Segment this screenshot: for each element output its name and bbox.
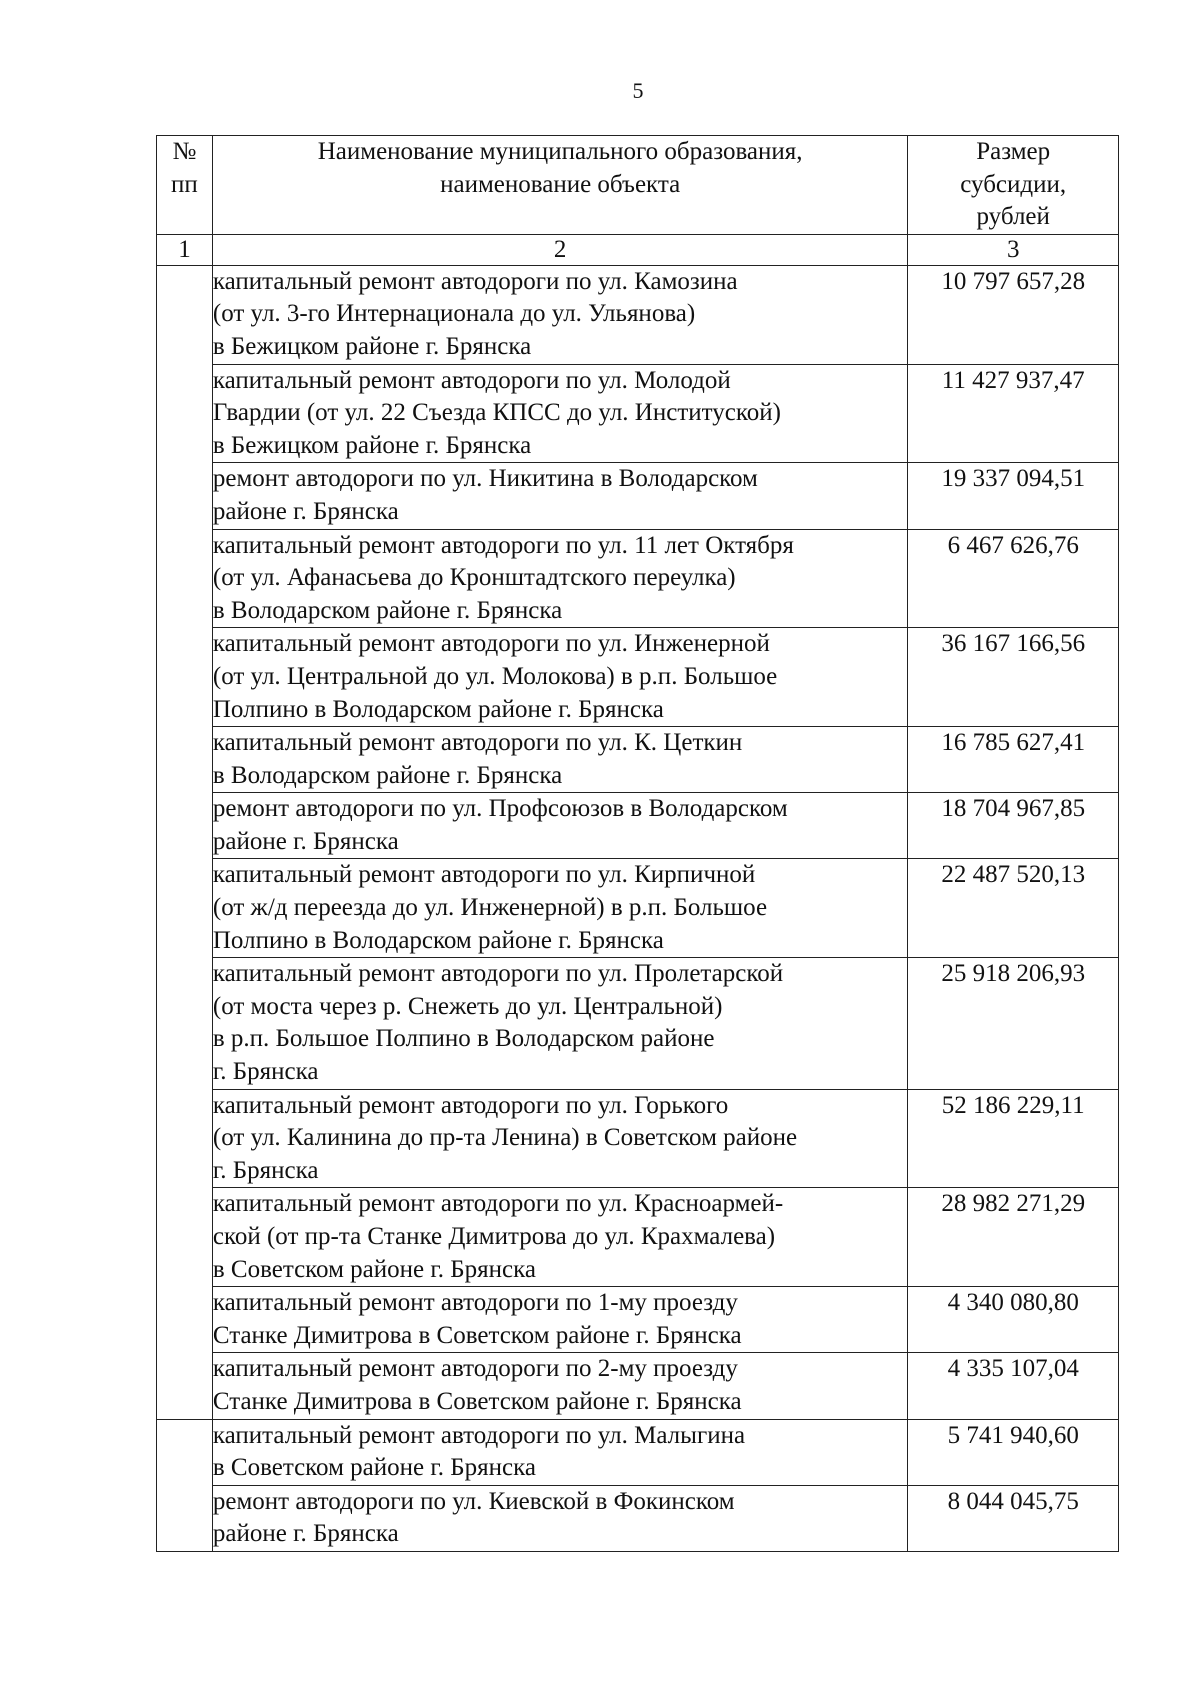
table-row bbox=[157, 463, 1119, 529]
object-name-line: капитальный ремонт автодороги по ул. К. Цеткин bbox=[212, 729, 743, 757]
object-name-line: (от ул. Калинина до пр-та Ленина) в Советском районе bbox=[212, 1124, 798, 1152]
table-row bbox=[157, 364, 1119, 463]
object-name-cell bbox=[212, 1089, 908, 1188]
object-name-cell bbox=[212, 1485, 908, 1551]
object-name-line: в Бежицком районе г. Брянска bbox=[212, 332, 532, 360]
subsidy-amount: 16 785 627,41 bbox=[908, 727, 1119, 793]
object-name-line: капитальный ремонт автодороги по ул. Камозина bbox=[212, 267, 738, 295]
object-name-line: капитальный ремонт автодороги по 2-му проезду bbox=[212, 1355, 738, 1383]
object-name-line: капитальный ремонт автодороги по ул. Инженерной bbox=[212, 630, 770, 658]
object-name-line: в Советском районе г. Брянска bbox=[212, 1454, 536, 1482]
object-name-line: г. Брянска bbox=[212, 1156, 319, 1184]
object-name-line: в Володарском районе г. Брянска bbox=[212, 596, 563, 624]
table-row bbox=[157, 1287, 1119, 1353]
object-name-line: Полпино в Володарском районе г. Брянска bbox=[212, 695, 664, 723]
subsidy-amount: 25 918 206,93 bbox=[908, 958, 1119, 1089]
object-name-cell bbox=[212, 1188, 908, 1287]
object-name-line: Полпино в Володарском районе г. Брянска bbox=[212, 926, 664, 954]
subsidy-amount: 28 982 271,29 bbox=[908, 1188, 1119, 1287]
object-name-cell bbox=[212, 364, 908, 463]
subsidy-amount: 6 467 626,76 bbox=[908, 529, 1119, 628]
object-name-line: районе г. Брянска bbox=[212, 827, 399, 855]
table-row bbox=[157, 265, 1119, 364]
subsidy-amount: 10 797 657,28 bbox=[908, 265, 1119, 364]
column-index-row bbox=[157, 234, 1119, 265]
object-name-line: г. Брянска bbox=[212, 1058, 319, 1086]
object-name-line: районе г. Брянска bbox=[212, 1520, 399, 1548]
subsidy-amount: 8 044 045,75 bbox=[908, 1485, 1119, 1551]
subsidy-amount: 19 337 094,51 bbox=[908, 463, 1119, 529]
table-row bbox=[157, 958, 1119, 1089]
table-header-row bbox=[157, 136, 1119, 235]
header-number: № пп bbox=[157, 136, 213, 235]
header-amount: Размер субсидии, рублей bbox=[908, 136, 1119, 235]
object-name-line: (от ул. 3-го Интернационала до ул. Ульянова) bbox=[212, 300, 696, 328]
page-number: 5 bbox=[632, 78, 644, 103]
subsidy-amount: 18 704 967,85 bbox=[908, 793, 1119, 859]
object-name-cell bbox=[212, 1353, 908, 1419]
table-row bbox=[157, 628, 1119, 727]
table-row bbox=[157, 1188, 1119, 1287]
object-name-line: ремонт автодороги по ул. Профсоюзов в Володарском bbox=[212, 795, 788, 823]
object-name-line: (от ул. Афанасьева до Кронштадтского переулка) bbox=[212, 564, 736, 592]
object-name-line: (от ж/д переезда до ул. Инженерной) в р.п. Большое bbox=[212, 894, 768, 922]
table-body bbox=[157, 265, 1119, 1551]
object-name-line: капитальный ремонт автодороги по ул. Кирпичной bbox=[212, 861, 756, 889]
column-index: 3 bbox=[908, 234, 1119, 265]
table-row bbox=[157, 529, 1119, 628]
table-row bbox=[157, 859, 1119, 958]
subsidy-table bbox=[156, 135, 1119, 1552]
table-row bbox=[157, 727, 1119, 793]
object-name-line: капитальный ремонт автодороги по ул. 11 лет Октября bbox=[212, 531, 794, 559]
object-name-line: Станке Димитрова в Советском районе г. Брянска bbox=[212, 1387, 742, 1415]
object-name-line: Станке Димитрова в Советском районе г. Брянска bbox=[212, 1321, 742, 1349]
object-name-cell bbox=[212, 463, 908, 529]
object-name-line: районе г. Брянска bbox=[212, 497, 399, 525]
table-row bbox=[157, 1089, 1119, 1188]
subsidy-amount: 22 487 520,13 bbox=[908, 859, 1119, 958]
object-name-cell bbox=[212, 793, 908, 859]
subsidy-amount: 4 335 107,04 bbox=[908, 1353, 1119, 1419]
object-name-line: капитальный ремонт автодороги по ул. Молодой bbox=[212, 366, 731, 394]
object-name-cell bbox=[212, 958, 908, 1089]
subsidy-amount: 11 427 937,47 bbox=[908, 364, 1119, 463]
table-row bbox=[157, 1419, 1119, 1485]
row-number-cell bbox=[157, 265, 213, 1419]
column-index: 1 bbox=[157, 234, 213, 265]
subsidy-amount: 5 741 940,60 bbox=[908, 1419, 1119, 1485]
object-name-line: капитальный ремонт автодороги по ул. Малыгина bbox=[212, 1421, 746, 1449]
table-row bbox=[157, 793, 1119, 859]
object-name-cell bbox=[212, 1287, 908, 1353]
object-name-line: (от ул. Центральной до ул. Молокова) в р.п. Большое bbox=[212, 662, 778, 690]
object-name-line: капитальный ремонт автодороги по ул. Пролетарской bbox=[212, 960, 784, 988]
object-name-cell bbox=[212, 529, 908, 628]
object-name-cell bbox=[212, 265, 908, 364]
object-name-line: (от моста через р. Снежеть до ул. Центральной) bbox=[212, 992, 723, 1020]
object-name-line: ской (от пр-та Станке Димитрова до ул. Крахмалева) bbox=[212, 1223, 776, 1250]
column-index: 2 bbox=[212, 234, 908, 265]
object-name-line: в р.п. Большое Полпино в Володарском районе bbox=[212, 1025, 715, 1053]
subsidy-amount: 4 340 080,80 bbox=[908, 1287, 1119, 1353]
object-name-cell bbox=[212, 628, 908, 727]
object-name-line: в Советском районе г. Брянска bbox=[212, 1255, 536, 1283]
table-row bbox=[157, 1353, 1119, 1419]
subsidy-amount: 52 186 229,11 bbox=[908, 1089, 1119, 1188]
subsidy-amount: 36 167 166,56 bbox=[908, 628, 1119, 727]
object-name-line: ремонт автодороги по ул. Киевской в Фокинском bbox=[212, 1487, 735, 1515]
object-name-line: ремонт автодороги по ул. Никитина в Володарском bbox=[212, 465, 758, 493]
object-name-line: в Бежицком районе г. Брянска bbox=[212, 431, 532, 459]
object-name-line: капитальный ремонт автодороги по ул. Горького bbox=[212, 1091, 729, 1119]
object-name-line: капитальный ремонт автодороги по 1-му проезду bbox=[212, 1289, 738, 1317]
table-row bbox=[157, 1485, 1119, 1551]
object-name-cell bbox=[212, 859, 908, 958]
object-name-line: капитальный ремонт автодороги по ул. Красноармей- bbox=[212, 1190, 784, 1218]
object-name-cell bbox=[212, 727, 908, 793]
row-number-cell bbox=[157, 1419, 213, 1551]
header-name: Наименование муниципального образования, наименование объекта bbox=[212, 136, 908, 235]
object-name-cell bbox=[212, 1419, 908, 1485]
object-name-line: Гвардии (от ул. 22 Съезда КПСС до ул. Институской) bbox=[212, 399, 781, 427]
object-name-line: в Володарском районе г. Брянска bbox=[212, 761, 563, 789]
